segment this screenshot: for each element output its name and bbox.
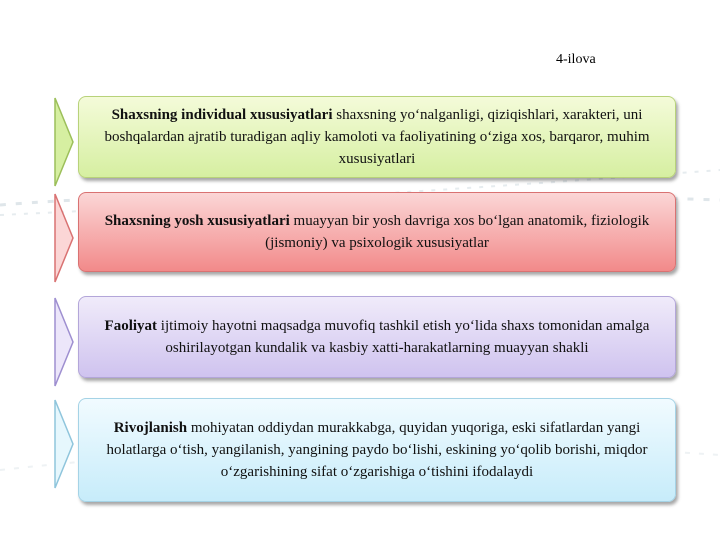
chevron-right-icon: [54, 96, 74, 188]
definition-term: Rivojlanish: [113, 420, 188, 436]
appendix-label: 4-ilova: [556, 52, 596, 67]
definition-box-individual: [78, 96, 676, 178]
definition-term: Shaxsning individual xususiyatlari: [111, 107, 333, 123]
definition-box-development: [78, 398, 676, 502]
definition-body: muayyan bir yosh davriga xos bo‘lgan anatomik, fiziologik (jismoniy) va psixologik xususiyatlar: [265, 213, 650, 251]
definition-body: mohiyatan oddiydan murakkabga, quyidan yuqoriga, eski sifatlardan yangi holatlarga o‘tish, yangilanish, yangining paydo bo‘lishi, eskining yo‘qolib borishi, miqdor o‘zgarishining sifat o‘zgarishiga o‘tishini ifodalaydi: [106, 420, 648, 480]
chevron-right-icon: [54, 192, 74, 284]
definition-body: ijtimoiy hayotni maqsadga muvofiq tashkil etish yo‘lida shaxs tomonidan amalga oshirilayotgan kundalik va kasbiy xatti-harakatlarning muayyan shakli: [157, 318, 650, 356]
definition-text: [99, 104, 655, 170]
chevron-right-icon: [54, 296, 74, 388]
definition-box-age: [78, 192, 676, 272]
definition-term: Faoliyat: [104, 318, 158, 334]
chevron-right-icon: [54, 398, 74, 490]
definition-box-activity: [78, 296, 676, 378]
definition-text: [99, 210, 655, 254]
definition-text: [99, 417, 655, 483]
definition-text: [99, 315, 655, 359]
definition-body: shaxsning yo‘nalganligi, qiziqishlari, xarakteri, uni boshqalardan ajratib turadigan aqliy kamoloti va faoliyatining o‘ziga xos, barqaror, muhim xususiyatlari: [104, 107, 650, 167]
definition-term: Shaxsning yosh xususiyatlari: [104, 213, 290, 229]
